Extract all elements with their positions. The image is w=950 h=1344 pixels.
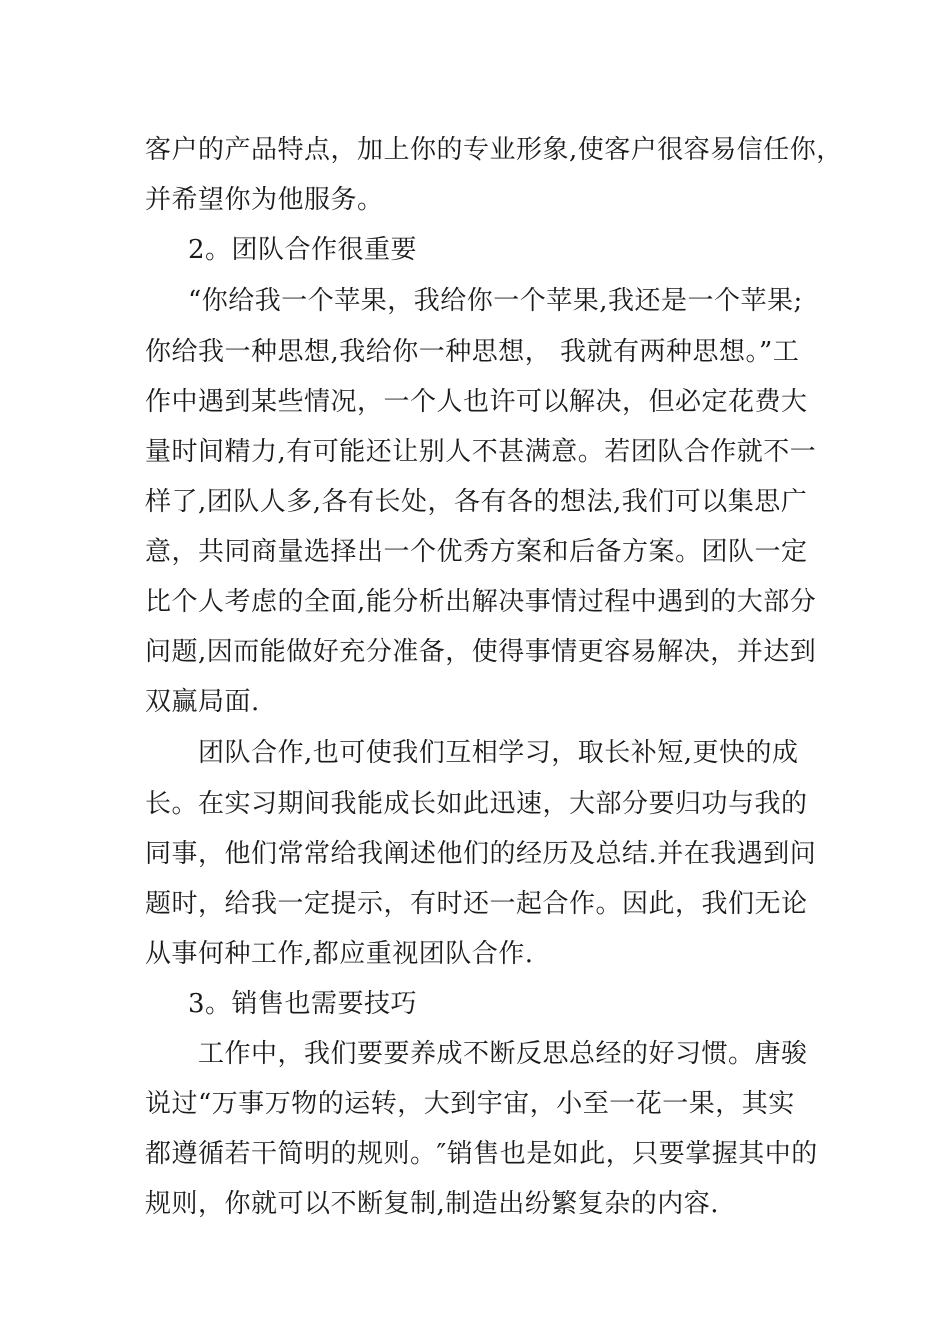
text-line: 长。在实习期间我能成长如此迅速，大部分要归功与我的 <box>145 789 808 819</box>
text-line: 双赢局面. <box>145 687 260 717</box>
text-line: 都遵循若干简明的规则。″销售也是如此，只要掌握其中的 <box>145 1139 818 1169</box>
text-line: 你给我一种思想,我给你一种思想， 我就有两种思想。”工 <box>145 337 800 367</box>
section-heading: 2。团队合作很重要 <box>188 235 418 265</box>
text-line: 团队合作,也可使我们互相学习，取长补短,更快的成 <box>198 738 799 768</box>
text-line: 从事何种工作,都应重视团队合作. <box>145 939 534 969</box>
text-line: “你给我一个苹果，我给你一个苹果,我还是一个苹果; <box>188 286 803 316</box>
text-line: 同事，他们常常给我阐述他们的经历及总结.并在我遇到问 <box>145 839 817 869</box>
section-heading: 3。销售也需要技巧 <box>188 989 418 1019</box>
text-line: 规则，你就可以不断复制,制造出纷繁复杂的内容. <box>145 1189 720 1219</box>
text-line: 问题,因而能做好充分准备，使得事情更容易解决，并达到 <box>145 637 817 667</box>
text-line: 题时，给我一定提示，有时还一起合作。因此，我们无论 <box>145 889 808 919</box>
text-line: 量时间精力,有可能还让别人不甚满意。若团队合作就不一 <box>145 437 817 467</box>
text-line: 意，共同商量选择出一个优秀方案和后备方案。团队一定 <box>145 537 808 567</box>
text-line: 并希望你为他服务。 <box>145 185 384 215</box>
text-line: 工作中，我们要要养成不断反思总经的好习惯。唐骏 <box>198 1039 808 1069</box>
text-line: 比个人考虑的全面,能分析出解决事情过程中遇到的大部分 <box>145 587 817 617</box>
text-line: 作中遇到某些情况，一个人也许可以解决，但必定花费大 <box>145 387 808 417</box>
text-line: 客户的产品特点，加上你的专业形象,使客户很容易信任你， <box>145 135 843 165</box>
text-line: 说过“万事万物的运转，大到宇宙，小至一花一果，其实 <box>145 1089 795 1119</box>
text-line: 样了,团队人多,各有长处，各有各的想法,我们可以集思广 <box>145 487 808 517</box>
